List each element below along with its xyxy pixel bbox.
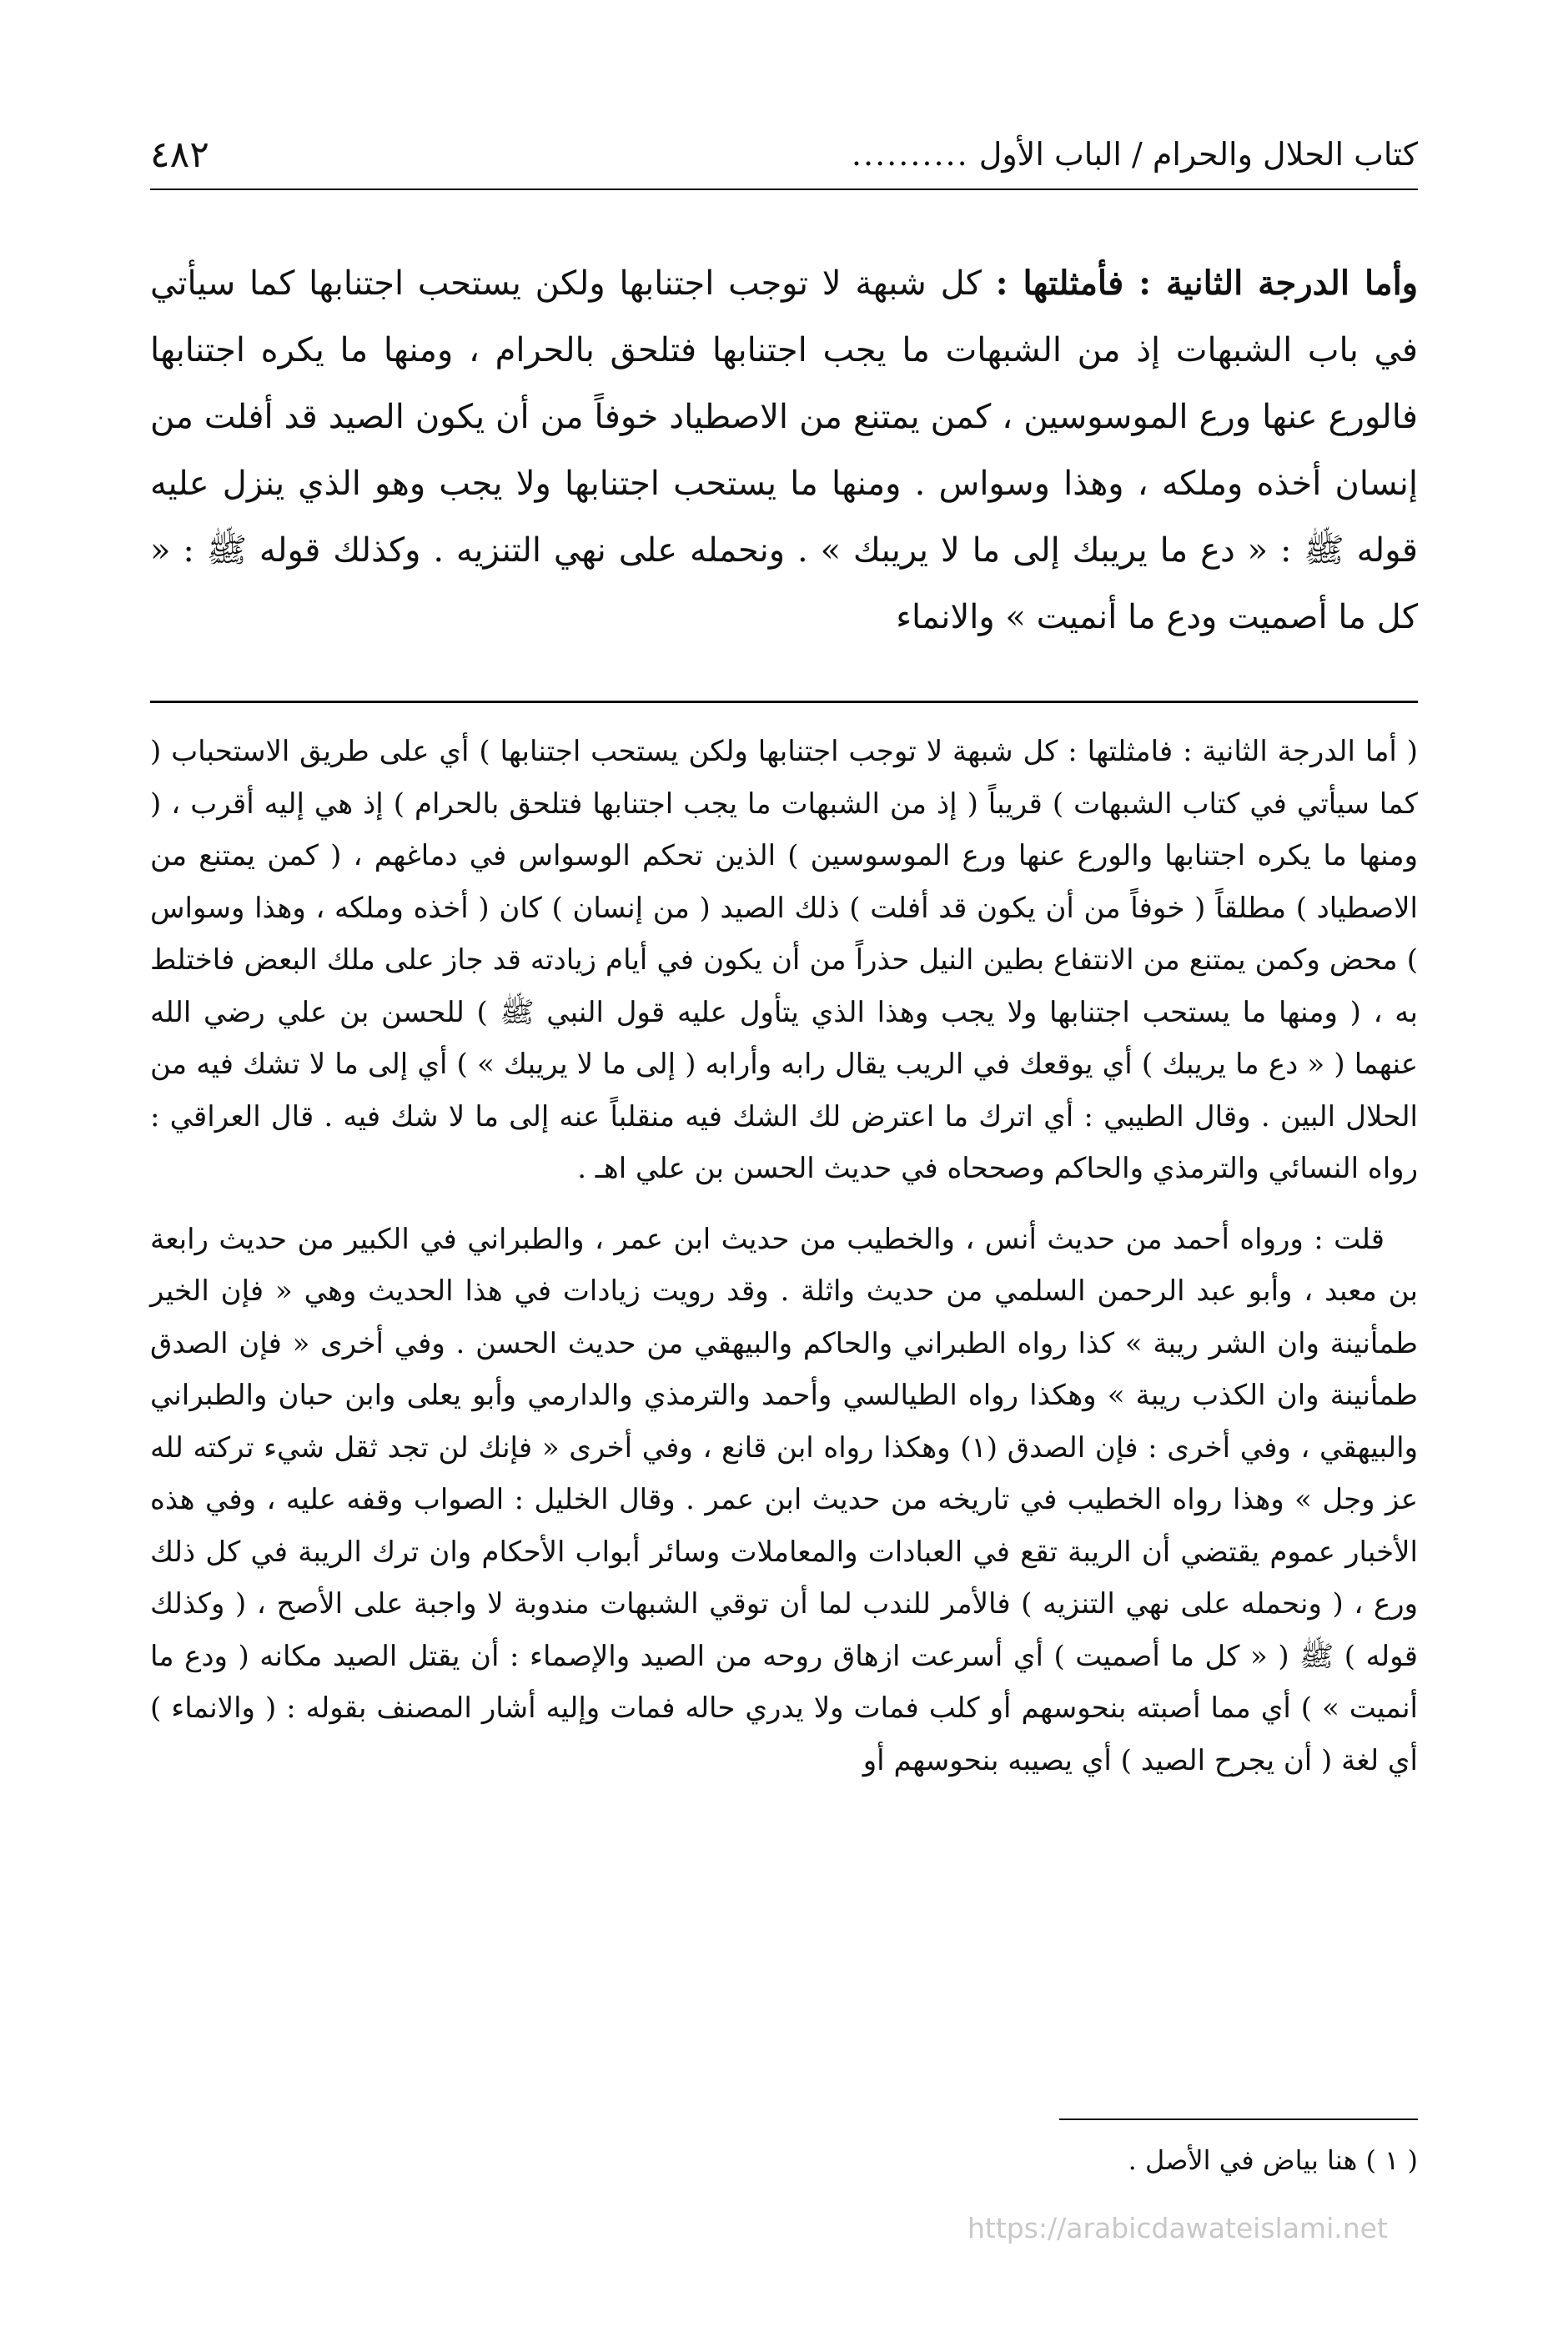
section-divider — [150, 701, 1418, 703]
footnote: ( ١ ) هنا بياض في الأصل . — [1128, 2144, 1418, 2176]
footnote-rule — [1059, 2118, 1418, 2120]
page-header — [150, 125, 1418, 183]
watermark-url: https://arabicdawateislami.net — [967, 2212, 1388, 2244]
main-lead-heading: وأما الدرجة الثانية : فأمثلتها : — [995, 264, 1419, 303]
main-body-text: كل شبهة لا توجب اجتنابها ولكن يستحب اجتنابها كما سيأتي في باب الشبهات إذ من الشبهات ما يجب اجتنابها فتلحق بالحرام ، ومنها ما يكره اجتنابها فالورع عنها ورع الموسوسين ، كمن يمتنع من الاصطياد خوفاً من أن يكون الصيد قد أفلت من إنسان أخذه وملكه ، وهذا وسواس . ومنها ما يستحب اجتنابها ولا يجب وهو الذي ينزل عليه قوله ﷺ : « دع ما يريبك إلى ما لا يريبك » . ونحمله على نهي التنزيه . وكذلك قوله ﷺ : « كل ما أصميت ودع ما أنميت » والانماء — [150, 264, 1418, 636]
commentary-paragraph-1: ( أما الدرجة الثانية : فامثلتها : كل شبهة لا توجب اجتنابها ولكن يستحب اجتنابها ) أي على طريق الاستحباب ( كما سيأتي في كتاب الشبهات ) قريباً ( إذ من الشبهات ما يجب اجتنابها فتلحق بالحرام ) إذ هي إليه أقرب ، ( ومنها ما يكره اجتنابها والورع عنها ورع الموسوسين ) الذين تحكم الوسواس في دماغهم ، ( كمن يمتنع من الاصطياد ) مطلقاً ( خوفاً من أن يكون قد أفلت ) ذلك الصيد ( من إنسان ) كان ( أخذه وملكه ، وهذا وسواس ) محض وكمن يمتنع من الانتفاع بطين النيل حذراً من أن يكون في أيام زيادته قد جاز على ملك البعض فاختلط به ، ( ومنها ما يستحب اجتنابها ولا يجب وهذا الذي يتأول عليه قول النبي ﷺ ) للحسن بن علي رضي الله عنهما ( « دع ما يريبك ) أي يوقعك في الريب يقال رابه وأرابه ( إلى ما لا يريبك » ) أي إلى ما لا تشك فيه من الحلال البين . وقال الطيبي : أي اترك ما اعترض لك الشك فيه منقلباً عنه إلى ما لا شك فيه . قال العراقي : رواه النسائي والترمذي والحاكم وصححاه في حديث الحسن بن علي اهـ . — [150, 735, 1418, 1185]
header-rule — [150, 188, 1418, 190]
page-number: ٤٨٢ — [150, 133, 209, 176]
main-paragraph — [150, 250, 1418, 651]
main-text — [150, 250, 1418, 651]
running-title-text: كتاب الحلال والحرام / الباب الأول — [978, 136, 1418, 173]
commentary-paragraph-2: قلت : ورواه أحمد من حديث أنس ، والخطيب من حديث ابن عمر ، والطبراني في الكبير من حديث رابعة بن معبد ، وأبو عبد الرحمن السلمي من حديث واثلة . وقد رويت زيادات في هذا الحديث وهي « فإن الخير طمأنينة وان الشر ريبة » كذا رواه الطبراني والحاكم والبيهقي من حديث الحسن . وفي أخرى « فإن الصدق طمأنينة وان الكذب ريبة » وهكذا رواه الطيالسي وأحمد والترمذي والدارمي وأبو يعلى وابن حبان والطبراني والبيهقي ، وفي أخرى : فإن الصدق (١) وهكذا رواه ابن قانع ، وفي أخرى « فإنك لن تجد ثقل شيء تركته لله عز وجل » وهذا رواه الخطيب في تاريخه من حديث ابن عمر . وقال الخليل : الصواب وقفه عليه ، وفي هذه الأخبار عموم يقتضي أن الريبة تقع في العبادات والمعاملات وسائر أبواب الأحكام وان ترك الريبة في كل ذلك ورع ، ( ونحمله على نهي التنزيه ) فالأمر للندب لما أن توقي الشبهات مندوبة لا واجبة على الأصح ، ( وكذلك قوله ) ﷺ ( « كل ما أصميت ) أي أسرعت ازهاق روحه من الصيد والإصماء : أن يقتل الصيد مكانه ( ودع ما أنميت » ) أي مما أصبته بنحوسهم أو كلب فمات ولا يدري حاله فمات وإليه أشار المصنف بقوله : ( والانماء ) أي لغة ( أن يجرح الصيد ) أي يصيبه بنحوسهم أو — [150, 1222, 1418, 1777]
dotted-leader: .......... — [851, 136, 969, 173]
running-title — [852, 136, 1418, 173]
commentary-text — [150, 726, 1418, 1787]
